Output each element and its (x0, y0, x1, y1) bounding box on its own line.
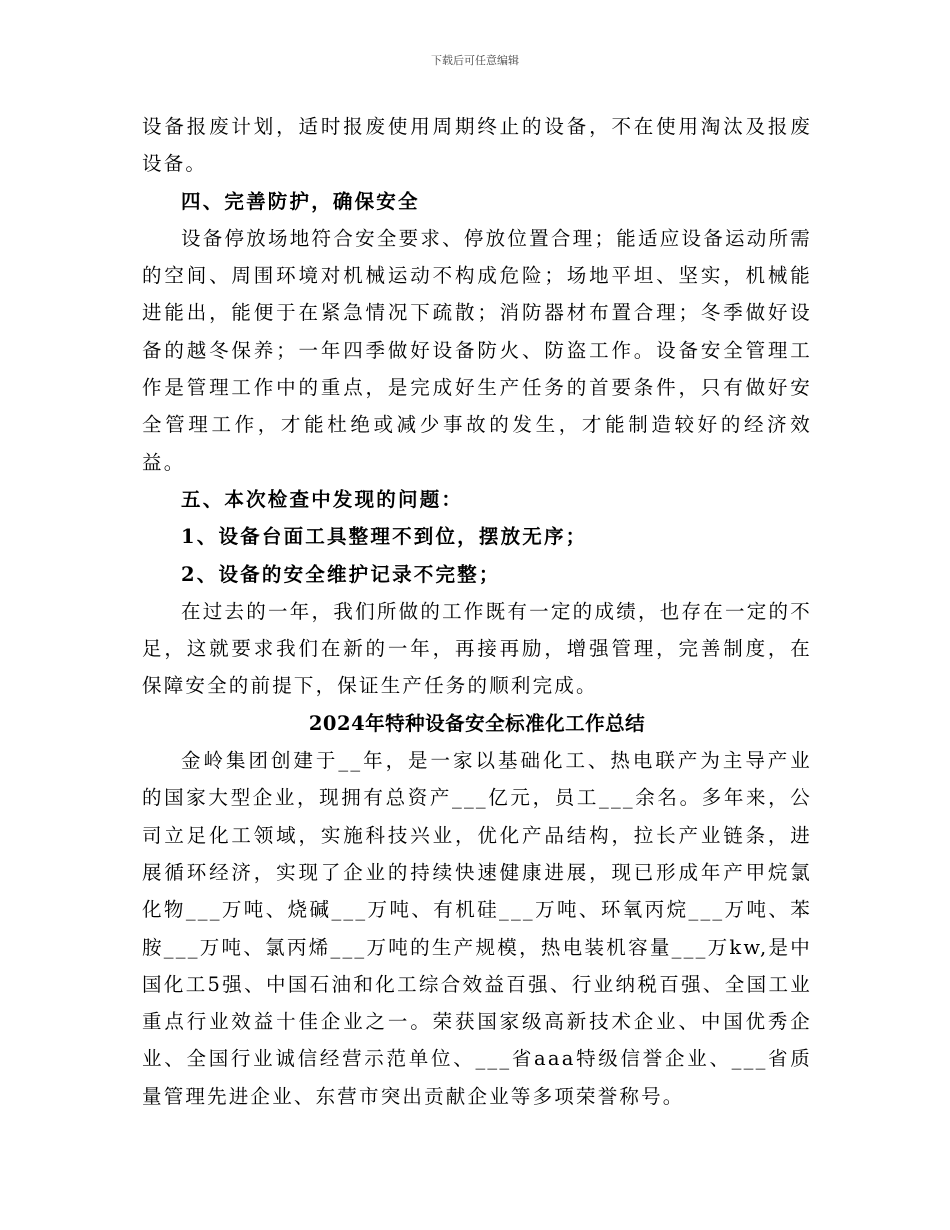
paragraph-company-intro: 金岭集团创建于__年，是一家以基础化工、热电联产为主导产业的国家大型企业，现拥有总资产___亿元，员工___余名。多年来，公司立足化工领域，实施科技兴业，优化产品结构，拉长产业链条，进展循环经济，实现了企业的持续快速健康进展，现已形成年产甲烷氯化物___万吨、烧碱___万吨、有机硅___万吨、环氧丙烷___万吨、苯胺___万吨、氯丙烯___万吨的生产规模，热电装机容量___万kw,是中国化工5强、中国石油和化工综合效益百强、行业纳税百强、全国工业重点行业效益十佳企业之一。荣获国家级高新技术企业、中国优秀企业、全国行业诚信经营示范单位、___省aaa特级信誉企业、___省质量管理先进企业、东营市突出贡献企业等多项荣誉称号。 (142, 749, 812, 1108)
issue-item-2: 2、设备的安全维护记录不完整； (181, 562, 501, 586)
section-heading-protection: 四、完善防护，确保安全 (181, 189, 420, 213)
document-body (142, 108, 812, 1115)
section-heading-issues: 五、本次检查中发现的问题： (181, 487, 464, 511)
paragraph-conclusion: 在过去的一年，我们所做的工作既有一定的成绩，也存在一定的不足，这就要求我们在新的一年，再接再励，增强管理，完善制度，在保障安全的前提下，保证生产任务的顺利完成。 (142, 599, 812, 698)
document-title: 2024年特种设备安全标准化工作总结 (308, 711, 646, 735)
issue-item-1: 1、设备台面工具整理不到位，摆放无序； (181, 525, 588, 549)
paragraph-scrap-plan: 设备报废计划，适时报废使用周期终止的设备，不在使用淘汰及报废设备。 (142, 115, 812, 176)
paragraph-parking-safety: 设备停放场地符合安全要求、停放位置合理；能适应设备运动所需的空间、周围环境对机械运动不构成危险；场地平坦、坚实，机械能进能出，能便于在紧急情况下疏散；消防器材布置合理；冬季做好设备的越冬保养；一年四季做好设备防火、防盗工作。设备安全管理工作是管理工作中的重点，是完成好生产任务的首要条件，只有做好安全管理工作，才能杜绝或减少事故的发生，才能制造较好的经济效益。 (142, 226, 812, 474)
page-header: 下载后可任意编辑 (431, 54, 519, 67)
